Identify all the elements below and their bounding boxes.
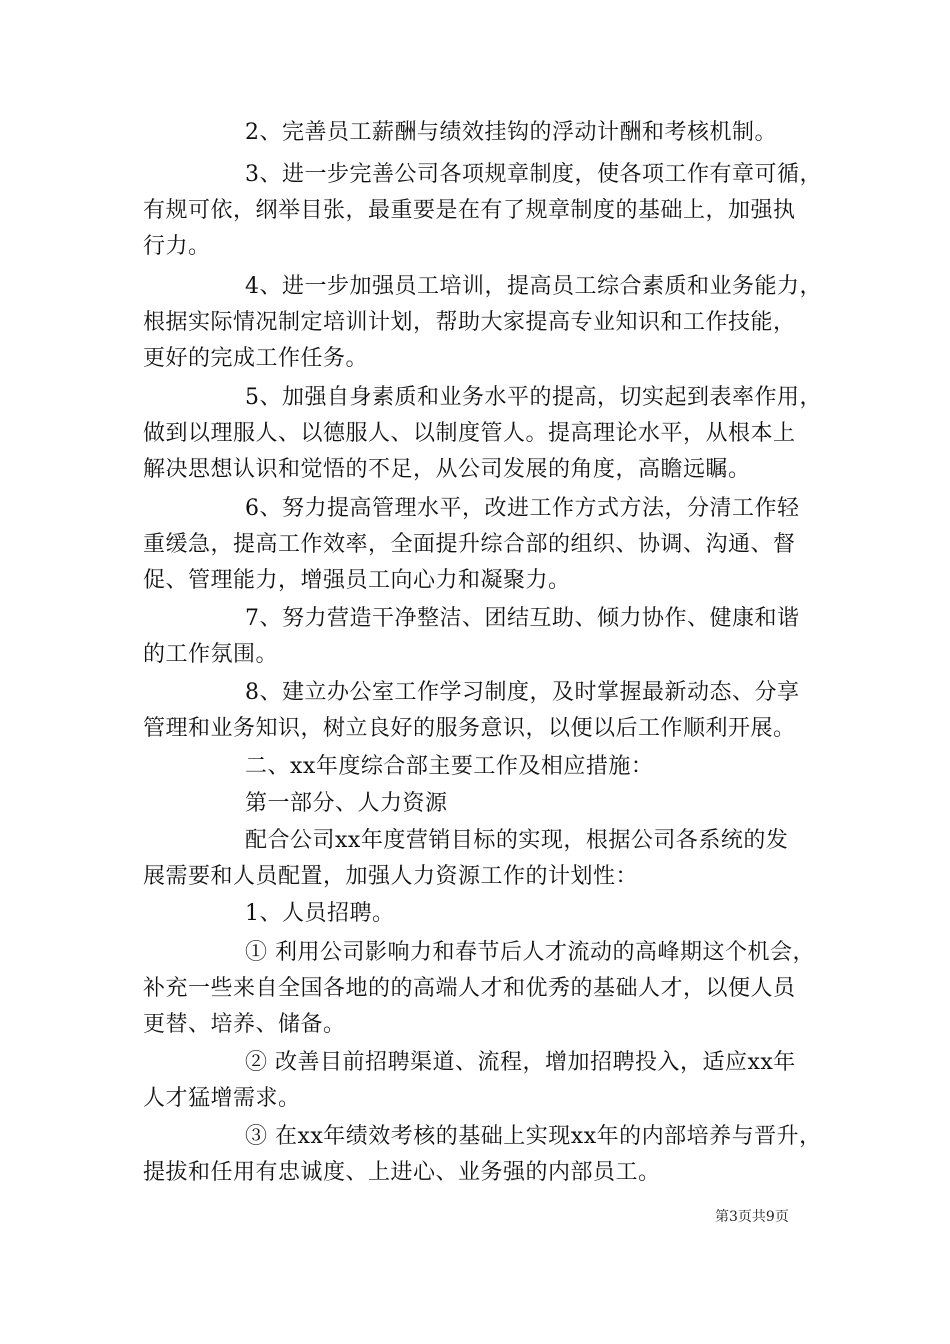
paragraph-line: 补充一些来自全国各地的的高端人才和优秀的基础人才，以便人员 [143, 976, 796, 1001]
paragraph-line: 解决思想认识和觉悟的不足，从公司发展的角度，高瞻远瞩。 [143, 457, 751, 482]
list-item-heading: 1、人员招聘。 [245, 901, 395, 926]
paragraph-line: 行力。 [143, 234, 211, 259]
paragraph-line: 7、努力营造干净整洁、团结互助、倾力协作、健康和谐 [245, 606, 800, 631]
paragraph-line: 更好的完成工作任务。 [143, 346, 369, 371]
paragraph-line: 6、努力提高管理水平，改进工作方式方法，分清工作轻 [245, 496, 800, 521]
paragraph-line: 2、完善员工薪酬与绩效挂钩的浮动计酬和考核机制。 [245, 120, 777, 145]
paragraph-line: ② 改善目前招聘渠道、流程，增加招聘投入，适应xx年 [245, 1050, 796, 1075]
paragraph-line: 重缓急，提高工作效率，全面提升综合部的组织、协调、沟通、督 [143, 532, 796, 557]
paragraph-line: 提拔和任用有忠诚度、上进心、业务强的内部员工。 [143, 1160, 661, 1185]
paragraph-line: 的工作氛围。 [143, 642, 279, 667]
paragraph-line: 8、建立办公室工作学习制度，及时掌握最新动态、分享 [245, 680, 800, 705]
paragraph-line: 5、加强自身素质和业务水平的提高，切实起到表率作用， [245, 385, 822, 410]
page-number: 第3页共9页 [715, 1209, 789, 1225]
paragraph-line: 人才猛增需求。 [143, 1086, 301, 1111]
paragraph-line: 更替、培养、储备。 [143, 1012, 346, 1037]
paragraph-line: 展需要和人员配置，加强人力资源工作的计划性： [143, 864, 639, 889]
paragraph-line: 根据实际情况制定培训计划，帮助大家提高专业知识和工作技能， [143, 310, 796, 335]
paragraph-line: 4、进一步加强员工培训，提高员工综合素质和业务能力， [245, 274, 822, 299]
paragraph-line: ③ 在xx年绩效考核的基础上实现xx年的内部培养与晋升， [245, 1124, 822, 1149]
section-subheading: 第一部分、人力资源 [245, 791, 448, 816]
paragraph-line: 促、管理能力，增强员工向心力和凝聚力。 [143, 568, 571, 593]
paragraph-line: ① 利用公司影响力和春节后人才流动的高峰期这个机会， [245, 940, 815, 965]
paragraph-line: 配合公司xx年度营销目标的实现，根据公司各系统的发 [245, 828, 789, 853]
section-heading: 二、xx年度综合部主要工作及相应措施： [245, 754, 654, 779]
paragraph-line: 管理和业务知识，树立良好的服务意识，以便以后工作顺利开展。 [143, 716, 796, 741]
paragraph-line: 3、进一步完善公司各项规章制度，使各项工作有章可循， [245, 162, 822, 187]
paragraph-line: 有规可依，纲举目张，最重要是在有了规章制度的基础上，加强执 [143, 198, 796, 223]
paragraph-line: 做到以理服人、以德服人、以制度管人。提高理论水平，从根本上 [143, 421, 796, 446]
